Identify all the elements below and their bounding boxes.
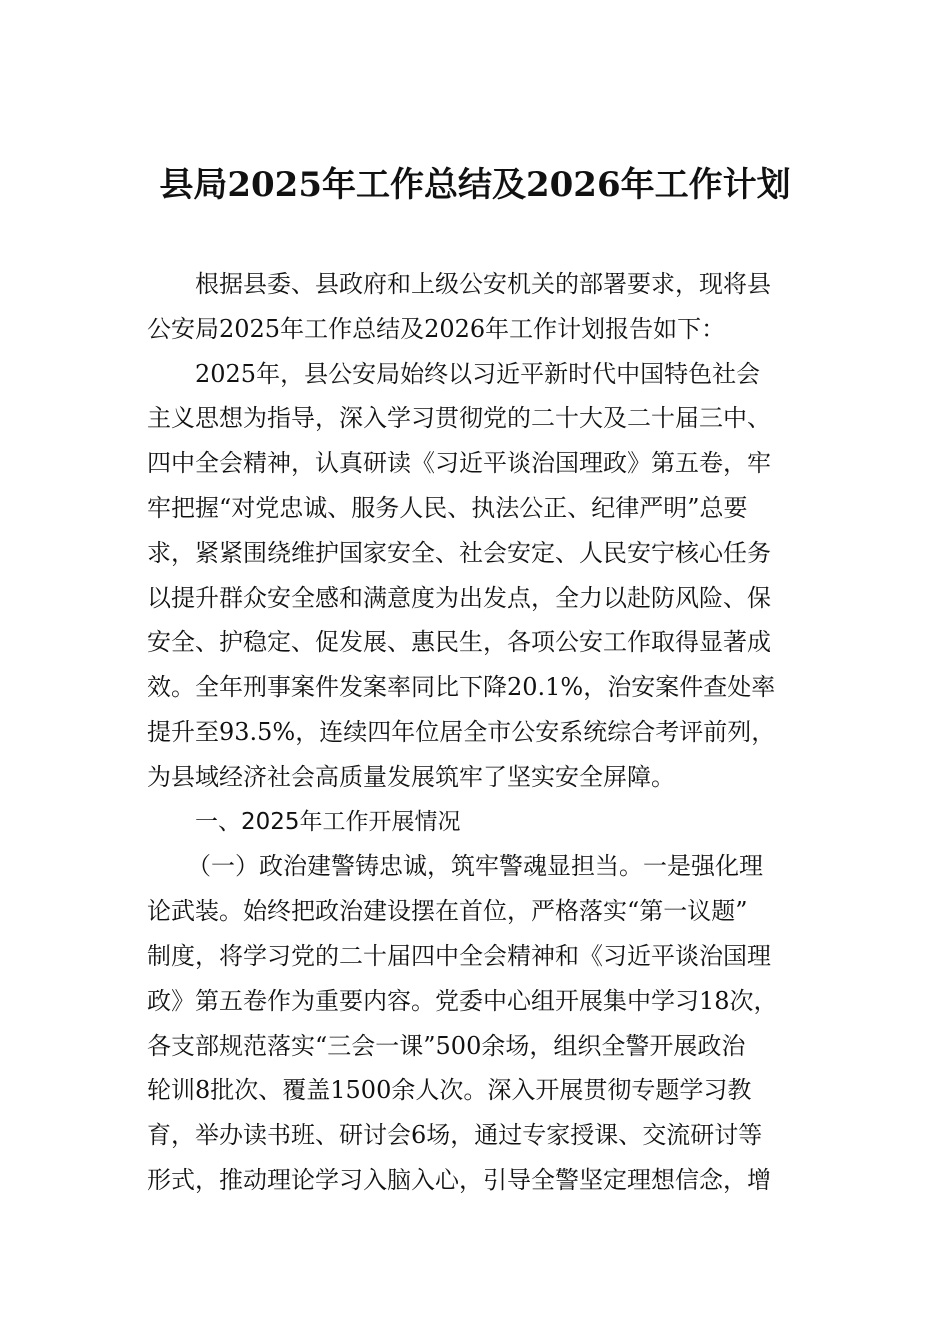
subsection-paragraph-line: 育，举办读书班、研讨会6场，通过专家授课、交流研讨等 [147,1121,763,1150]
summary-paragraph-line: 提升至93.5%，连续四年位居全市公安系统综合考评前列， [147,717,776,746]
subsection-paragraph-line: （一）政治建警铸忠诚，筑牢警魂显担当。一是强化理 [187,852,763,881]
subsection-paragraph-line: 形式，推动理论学习入脑入心，引导全警坚定理想信念，增 [147,1165,771,1194]
summary-paragraph-line: 以提升群众安全感和满意度为出发点，全力以赴防风险、保 [147,583,771,612]
intro-paragraph-line: 公安局2025年工作总结及2026年工作计划报告如下： [147,314,726,343]
summary-paragraph-line: 效。全年刑事案件发案率同比下降20.1%，治安案件查处率 [147,673,776,702]
section-heading: 一、2025年工作开展情况 [195,808,461,835]
summary-paragraph-line: 安全、护稳定、促发展、惠民生，各项公安工作取得显著成 [147,628,771,657]
summary-paragraph-line: 牢把握“对党忠诚、服务人民、执法公正、纪律严明”总要 [147,493,748,522]
intro-paragraph-line: 根据县委、县政府和上级公安机关的部署要求，现将县 [195,270,771,298]
summary-paragraph-line: 为县域经济社会高质量发展筑牢了坚实安全屏障。 [147,762,675,791]
document-body [147,262,807,1203]
subsection-paragraph-line: 制度，将学习党的二十届四中全会精神和《习近平谈治国理 [147,941,771,970]
subsection-paragraph-line: 轮训8批次、覆盖1500余人次。深入开展贯彻专题学习教 [147,1076,752,1105]
subsection-paragraph-line: 论武装。始终把政治建设摆在首位，严格落实“第一议题” [147,897,748,926]
summary-paragraph-line: 2025年，县公安局始终以习近平新时代中国特色社会 [195,359,761,388]
summary-paragraph-line: 求，紧紧围绕维护国家安全、社会安定、人民安宁核心任务 [147,538,771,567]
subsection-paragraph-line: 各支部规范落实“三会一课”500余场，组织全警开展政治 [147,1031,746,1060]
document-title: 县局2025年工作总结及2026年工作计划 [159,165,791,205]
summary-paragraph-line: 主义思想为指导，深入学习贯彻党的二十大及二十届三中、 [147,404,771,433]
subsection-paragraph-line: 政》第五卷作为重要内容。党委中心组开展集中学习18次， [147,986,778,1015]
summary-paragraph-line: 四中全会精神，认真研读《习近平谈治国理政》第五卷，牢 [147,449,771,478]
